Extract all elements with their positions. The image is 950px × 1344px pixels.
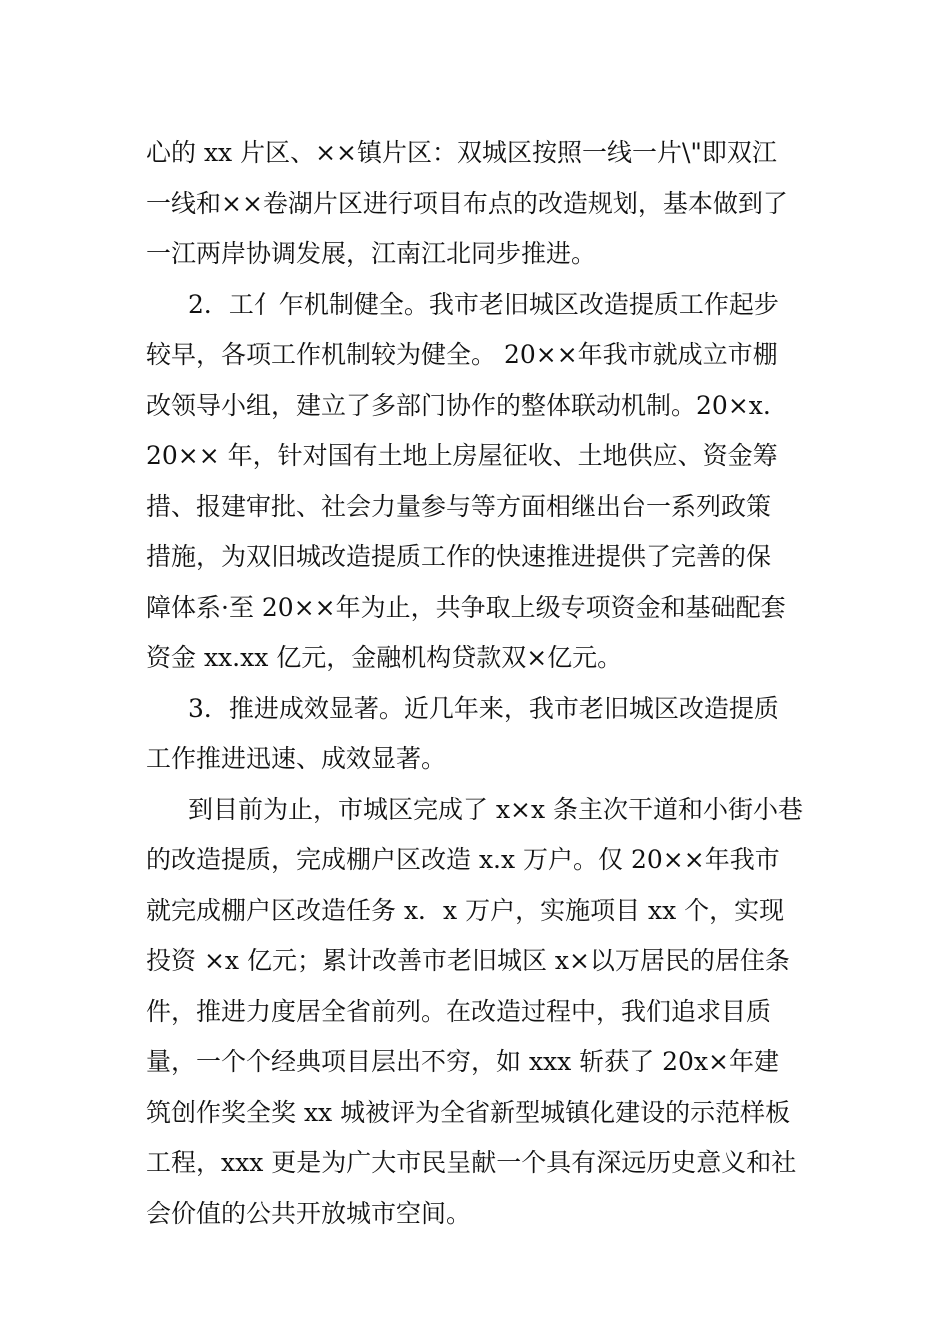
text-line: 措、报建审批、社会力量参与等方面相继出台一系列政策 bbox=[146, 491, 772, 521]
text-line: 投资 ×x 亿元；累计改善市老旧城区 x×以万居民的居住条 bbox=[146, 946, 790, 975]
text-line: 的改造提质，完成棚户区改造 x.x 万户。仅 20××年我市 bbox=[146, 845, 780, 874]
text-line: 心的 xx 片区、××镇片区：双城区按照一线一片\"即双江 bbox=[146, 138, 777, 167]
text-line: 到目前为止，市城区完成了 x×x 条主次干道和小街小巷 bbox=[188, 794, 804, 824]
text-line: 就完成棚户区改造任务 x．x 万户，实施项目 xx 个，实现 bbox=[146, 895, 785, 925]
text-line: 件，推进力度居全省前列。在改造过程中，我们追求目质 bbox=[146, 996, 772, 1026]
text-line: 3．推进成效显著。近几年来，我市老旧城区改造提质 bbox=[188, 693, 779, 723]
body-text bbox=[146, 128, 816, 1239]
text-line: 会价值的公共开放城市空间。 bbox=[146, 1198, 472, 1228]
text-line: 改领导小组，建立了多部门协作的整体联动机制。20×x. bbox=[146, 390, 771, 420]
text-line: 量，一个个经典项目层出不穷，如 xxx 斩获了 20x×年建 bbox=[146, 1047, 779, 1076]
text-line: 措施，为双旧城改造提质工作的快速推进提供了完善的保 bbox=[146, 542, 772, 571]
text-line: 较早，各项工作机制较为健全。 20××年我市就成立市棚 bbox=[146, 340, 778, 369]
text-line: 2．工亻乍机制健全。我市老旧城区改造提质工作起步 bbox=[188, 289, 779, 319]
text-line: 资金 xx.xx 亿元，金融机构贷款双×亿元。 bbox=[146, 643, 623, 672]
text-line: 障体系·至 20××年为止，共争取上级专项资金和基础配套 bbox=[146, 592, 786, 622]
text-line: 一线和××卷湖片区进行项目布点的改造规划，基本做到了 bbox=[146, 188, 788, 218]
text-line: 筑创作奖全奖 xx 城被评为全省新型城镇化建设的示范样板 bbox=[146, 1097, 791, 1127]
text-line: 工作推进迅速、成效显著。 bbox=[146, 744, 447, 773]
text-line: 20×× 年，针对国有土地上房屋征收、土地供应、资金筹 bbox=[146, 441, 778, 470]
text-line: 一江两岸协调发展，江南江北同步推进。 bbox=[146, 239, 597, 268]
text-line: 工程，xxx 更是为广大市民呈献一个具有深远历史意义和社 bbox=[146, 1148, 797, 1177]
